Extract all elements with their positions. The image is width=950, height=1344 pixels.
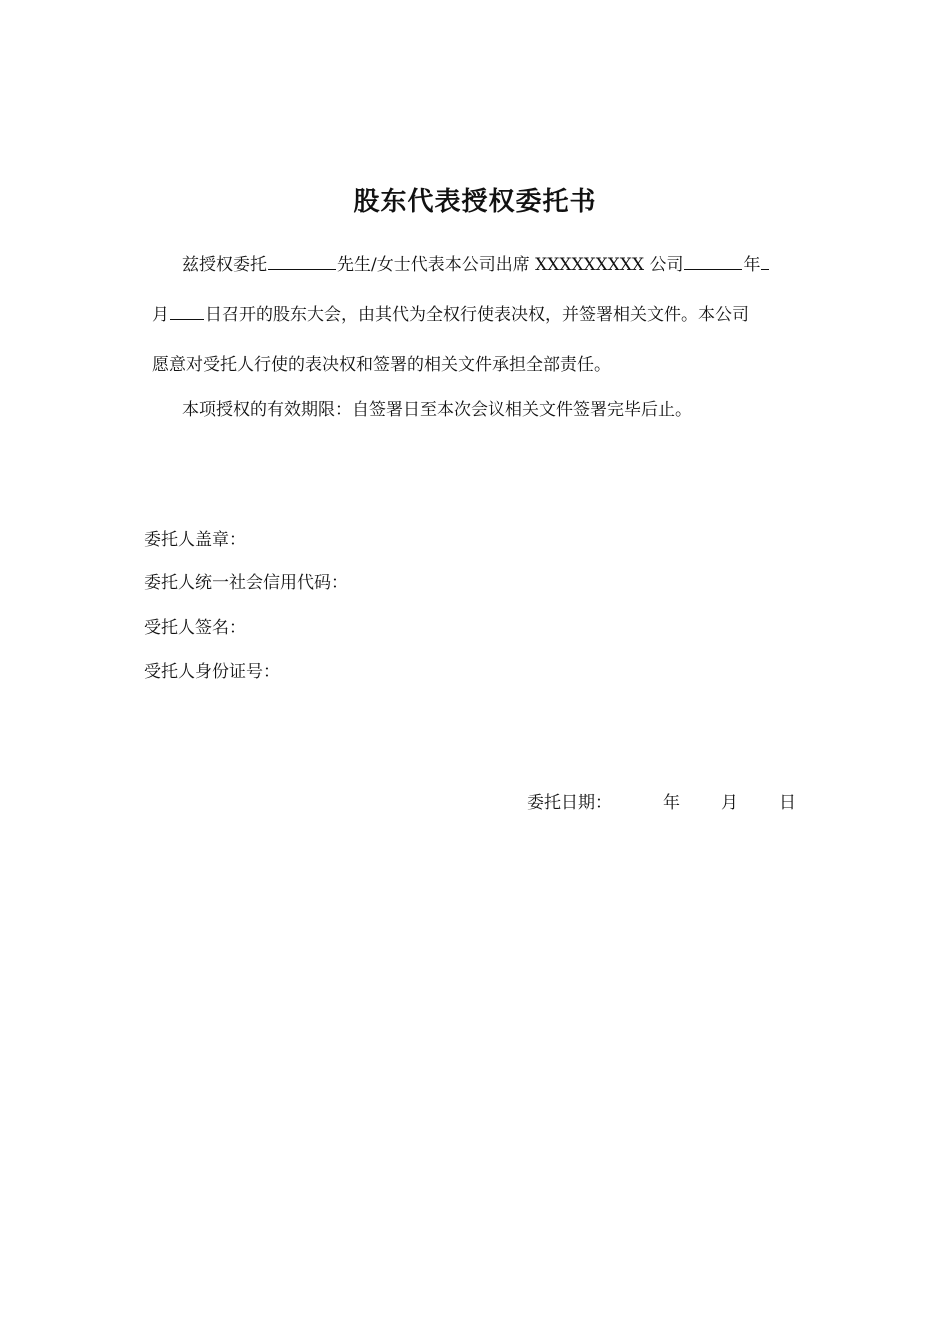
text-segment: 年 bbox=[743, 255, 761, 275]
document-title: 股东代表授权委托书 bbox=[353, 187, 597, 217]
text-segment: 日召开的股东大会，由其代为全权行使表决权，并签署相关文件。本公司 bbox=[205, 305, 749, 325]
paragraph-validity-period: 本项授权的有效期限：自签署日至本次会议相关文件签署完毕后止。 bbox=[182, 400, 692, 420]
blank-month-start[interactable] bbox=[761, 253, 769, 270]
date-month: 月 bbox=[721, 793, 738, 813]
date-day: 日 bbox=[779, 793, 796, 813]
blank-day[interactable] bbox=[170, 303, 204, 320]
field-principal-credit-code: 委托人统一社会信用代码： bbox=[144, 573, 348, 593]
field-principal-seal: 委托人盖章： bbox=[144, 530, 246, 550]
text-segment: 月 bbox=[152, 305, 169, 325]
blank-trustee-name[interactable] bbox=[268, 253, 336, 270]
text-segment: 兹授权委托 bbox=[182, 255, 267, 275]
paragraph-authorization-line-2 bbox=[152, 300, 749, 325]
date-year: 年 bbox=[663, 793, 680, 813]
field-trustee-signature: 受托人签名： bbox=[144, 618, 246, 638]
paragraph-authorization-line-1 bbox=[182, 250, 770, 275]
authorization-date-row bbox=[527, 788, 796, 813]
blank-year[interactable] bbox=[684, 253, 742, 270]
date-label: 委托日期： bbox=[527, 793, 612, 813]
field-trustee-id-number: 受托人身份证号： bbox=[144, 662, 280, 682]
paragraph-authorization-line-3: 愿意对受托人行使的表决权和签署的相关文件承担全部责任。 bbox=[152, 355, 611, 375]
text-segment: 先生/女士代表本公司出席 XXXXXXXXX 公司 bbox=[337, 255, 684, 275]
